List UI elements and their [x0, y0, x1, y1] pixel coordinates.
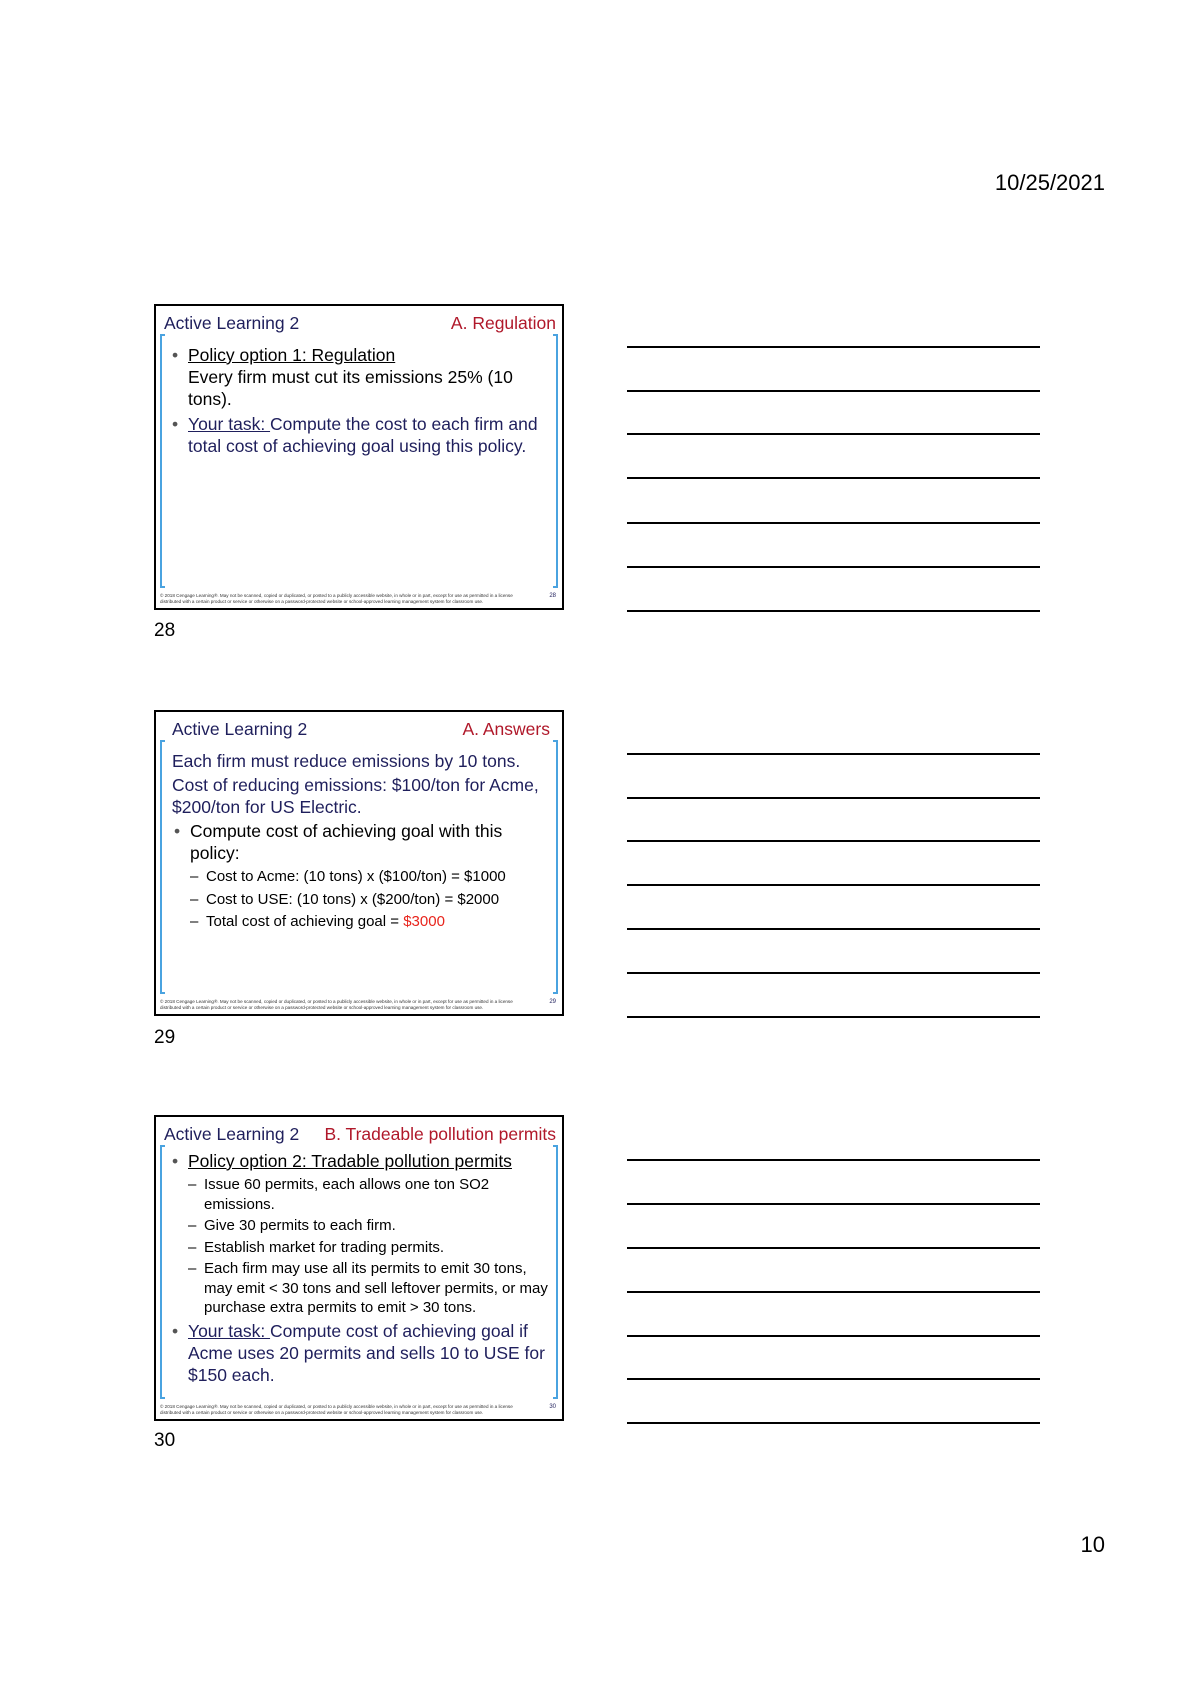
bullet-text: Compute cost of achieving goal if Acme uses 20 permits and sells 10 to USE for $150 each.	[188, 1320, 545, 1385]
bullet-policy-option	[170, 344, 548, 410]
copyright-notice: © 2018 Cengage Learning®. May not be scanned, copied or duplicated, or posted to a publicly accessible website, in whole or in part, except for use as permitted in a license distributed with a certain product or service or otherwise on a password-protected website or school-approved learning management system for classroom use.	[160, 593, 513, 604]
sub-bullet: – Cost to Acme: (10 tons) x ($100/ton) = $1000	[172, 867, 548, 887]
copyright-notice: © 2018 Cengage Learning®. May not be scanned, copied or duplicated, or posted to a publicly accessible website, in whole or in part, except for use as permitted in a license distributed with a certain product or service or otherwise on a password-protected website or school-approved learning management system for classroom use.	[160, 1404, 513, 1415]
slide-section: A. Regulation	[450, 312, 556, 333]
slide-number: 30	[549, 1404, 556, 1410]
page-date: 10/25/2021	[994, 170, 1105, 195]
copyright-notice: © 2018 Cengage Learning®. May not be scanned, copied or duplicated, or posted to a publicly accessible website, in whole or in part, except for use as permitted in a license distributed with a certain product or service or otherwise on a password-protected website or school-approved learning management system for classroom use.	[160, 999, 513, 1010]
bullet-label: Policy option 2: Tradable pollution permits	[188, 1151, 512, 1171]
bullet-policy-option	[170, 1150, 548, 1172]
note-line	[627, 1378, 1040, 1380]
total-cost-value: $3000	[403, 913, 445, 930]
note-line	[627, 753, 1040, 755]
right-bracket	[553, 1145, 558, 1399]
slide-title: Active Learning 2	[164, 1123, 300, 1144]
note-line	[627, 346, 1040, 348]
sub-bullet: – Give 30 permits to each firm.	[170, 1216, 548, 1236]
slide-title: Active Learning 2	[172, 718, 308, 739]
note-line	[627, 972, 1040, 974]
bullet-label: Your task:	[188, 414, 271, 434]
bullet-task	[170, 1320, 548, 1386]
bullet-text: Every firm must cut its emissions 25% (10 tons).	[188, 367, 513, 409]
slide-caption: 29	[154, 1027, 176, 1048]
note-line	[627, 1291, 1040, 1293]
note-line	[627, 1016, 1040, 1018]
sub-bullet: – Issue 60 permits, each allows one ton SO2 emissions.	[170, 1175, 548, 1214]
note-line	[627, 840, 1040, 842]
slide-title: Active Learning 2	[164, 312, 300, 333]
slide-section: B. Tradeable pollution permits	[324, 1123, 556, 1144]
left-bracket	[160, 1145, 165, 1399]
slide-header	[164, 312, 556, 334]
note-line	[627, 884, 1040, 886]
note-line	[627, 1422, 1040, 1424]
left-bracket	[160, 334, 165, 588]
note-line	[627, 1159, 1040, 1161]
sub-bullet-text: Total cost of achieving goal =	[206, 913, 404, 930]
slide-body	[170, 1150, 548, 1389]
note-line	[627, 477, 1040, 479]
right-bracket	[553, 740, 558, 994]
bullet-label: Policy option 1: Regulation	[188, 345, 396, 365]
note-line	[627, 433, 1040, 435]
note-line	[627, 522, 1040, 524]
bullet-label: Your task:	[188, 1320, 271, 1341]
slide-body	[172, 750, 548, 935]
slide-28	[154, 304, 564, 610]
slide-number: 28	[549, 593, 556, 599]
note-line	[627, 390, 1040, 392]
bullet-task	[170, 413, 548, 457]
slide-caption: 28	[154, 620, 176, 641]
slide-body	[170, 344, 548, 460]
note-line	[627, 1335, 1040, 1337]
bullet-text: Compute the cost to each firm and total cost of achieving goal using this policy.	[188, 414, 538, 456]
slide-29	[154, 710, 564, 1016]
right-bracket	[553, 334, 558, 588]
slide-section: A. Answers	[462, 718, 550, 739]
page-number: 10	[1080, 1532, 1105, 1557]
sub-bullet: – Cost to USE: (10 tons) x ($200/ton) = $2000	[172, 890, 548, 910]
note-line	[627, 797, 1040, 799]
answer-line: Cost of reducing emissions: $100/ton for Acme, $200/ton for US Electric.	[172, 775, 539, 817]
slide-30	[154, 1115, 564, 1421]
bullet-compute: • Compute cost of achieving goal with this policy:	[172, 820, 548, 864]
note-line	[627, 566, 1040, 568]
note-line	[627, 610, 1040, 612]
slide-caption: 30	[154, 1430, 176, 1451]
sub-bullet: – Each firm may use all its permits to emit 30 tons, may emit < 30 tons and sell leftover permits, or may purchase extra permits to emit > 30 tons.	[170, 1259, 548, 1318]
note-line	[627, 1203, 1040, 1205]
note-line	[627, 928, 1040, 930]
note-line	[627, 1247, 1040, 1249]
sub-bullet: – Establish market for trading permits.	[170, 1238, 548, 1258]
sub-bullet-total	[172, 912, 548, 932]
slide-number: 29	[549, 999, 556, 1005]
left-bracket	[160, 740, 165, 994]
answer-line: Each firm must reduce emissions by 10 tons.	[172, 751, 521, 771]
slide-header	[172, 718, 550, 740]
slide-header	[164, 1123, 556, 1145]
